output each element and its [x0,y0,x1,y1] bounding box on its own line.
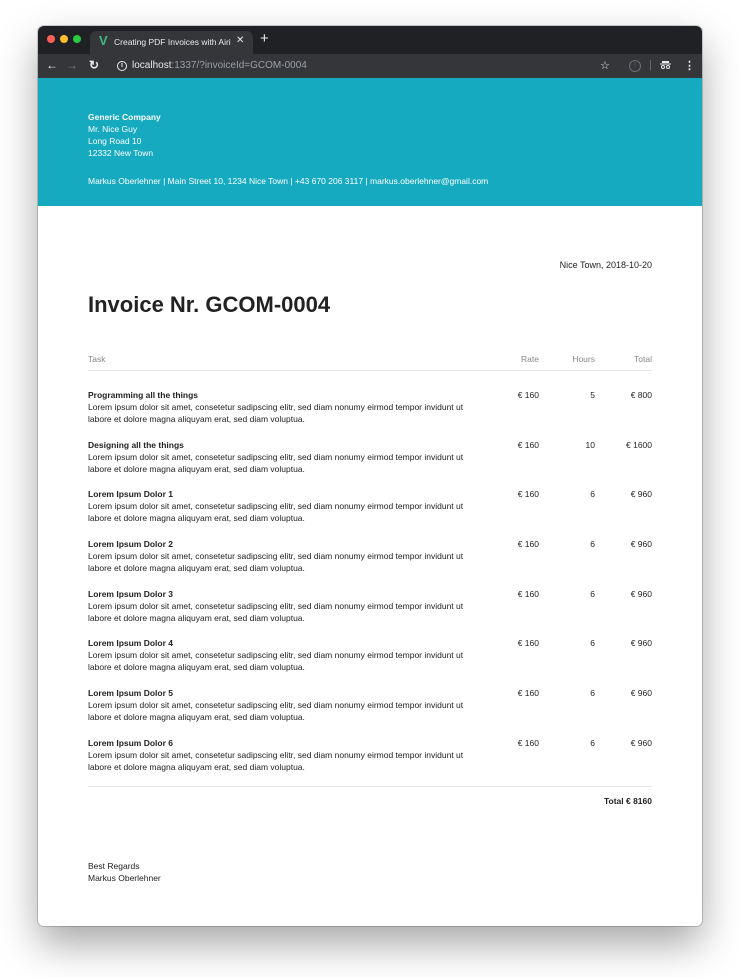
city: 12332 New Town [88,148,154,158]
column-rate: Rate [521,354,539,364]
table-row [88,637,652,687]
table-row [88,538,652,588]
extension-icon[interactable]: ! [629,60,641,72]
table-row [88,687,652,737]
item-hours: 6 [590,688,595,699]
item-hours: 6 [590,539,595,550]
item-description: Lorem ipsum dolor sit amet, consetetur sadipscing elitr, sed diam nonumy eirmod tempor invidunt ut labore et dolore magna aliquyam erat, sed diam voluptua. [88,551,464,574]
item-rate: € 160 [517,390,539,400]
toolbar-divider: | [649,59,652,71]
browser-window [38,26,702,926]
item-title: Lorem Ipsum Dolor 3 [88,588,174,599]
item-hours: 6 [590,489,595,500]
item-rate: € 160 [517,539,539,550]
invoice-page [38,78,702,926]
recipient-address [88,111,161,159]
forward-icon[interactable]: → [66,58,78,72]
item-description: Lorem ipsum dolor sit amet, consetetur sadipscing elitr, sed diam nonumy eirmod tempor invidunt ut labore et dolore magna aliquyam erat, sed diam voluptua. [88,501,464,524]
url-host: localhost [132,60,172,71]
item-rate: € 160 [517,439,539,450]
star-icon[interactable]: ☆ [600,60,610,72]
item-hours: 6 [590,737,595,748]
item-title: Programming all the things [88,390,199,400]
invoice-header [38,78,702,206]
invoice-items [88,389,652,787]
closing-text: Best Regards [88,861,140,871]
column-hours: Hours [572,354,595,364]
invoice-total: Total € 8160 [603,796,652,806]
tab-bar [38,26,702,54]
tab-title: Creating PDF Invoices with Airi [114,37,231,47]
new-tab-button[interactable]: + [260,30,269,47]
item-total: € 960 [630,688,652,699]
street: Long Road 10 [88,136,142,146]
item-description: Lorem ipsum dolor sit amet, consetetur sadipscing elitr, sed diam nonumy eirmod tempor invidunt ut labore et dolore magna aliquyam erat, sed diam voluptua. [88,749,464,772]
item-rate: € 160 [517,638,539,649]
item-total: € 960 [630,737,652,748]
item-hours: 6 [590,638,595,649]
maximize-window-button[interactable] [73,35,81,43]
item-title: Designing all the things [88,439,184,450]
item-description: Lorem ipsum dolor sit amet, consetetur sadipscing elitr, sed diam nonumy eirmod tempor invidunt ut labore et dolore magna aliquyam erat, sed diam voluptua. [88,402,464,424]
item-description: Lorem ipsum dolor sit amet, consetetur sadipscing elitr, sed diam nonumy eirmod tempor invidunt ut labore et dolore magna aliquyam erat, sed diam voluptua. [88,600,464,623]
url-path: :1337/?invoiceId=GCOM-0004 [171,60,307,71]
reload-icon[interactable]: ↻ [89,58,100,72]
item-total: € 960 [630,588,652,599]
invoice-title: Invoice Nr. GCOM-0004 [88,292,331,317]
column-total: Total [634,354,652,364]
incognito-icon[interactable] [660,59,671,75]
table-row [88,439,652,489]
item-rate: € 160 [517,489,539,500]
closing [88,860,161,884]
minimize-window-button[interactable] [60,35,68,43]
item-total: € 960 [630,638,652,649]
menu-icon[interactable]: ⋮ [684,60,695,72]
item-hours: 5 [590,390,595,400]
back-icon[interactable]: ← [46,58,58,72]
item-description: Lorem ipsum dolor sit amet, consetetur sadipscing elitr, sed diam nonumy eirmod tempor invidunt ut labore et dolore magna aliquyam erat, sed diam voluptua. [88,650,464,673]
item-title: Lorem Ipsum Dolor 6 [88,737,174,748]
signature-name: Markus Oberlehner [88,873,161,883]
close-window-button[interactable] [47,35,55,43]
table-row [88,488,652,538]
item-total: € 960 [630,539,652,550]
item-rate: € 160 [517,737,539,748]
item-title: Lorem Ipsum Dolor 2 [88,539,174,550]
tab-close-icon[interactable]: ✕ [236,35,245,46]
table-row [88,737,652,787]
item-title: Lorem Ipsum Dolor 5 [88,688,174,699]
item-hours: 10 [585,439,595,450]
contact-person: Mr. Nice Guy [88,124,138,134]
address-bar[interactable] [132,60,307,71]
item-description: Lorem ipsum dolor sit amet, consetetur sadipscing elitr, sed diam nonumy eirmod tempor invidunt ut labore et dolore magna aliquyam erat, sed diam voluptua. [88,700,464,723]
item-total: € 800 [630,390,652,400]
item-rate: € 160 [517,588,539,599]
table-row [88,588,652,638]
item-total: € 1600 [626,439,652,450]
item-hours: 6 [590,588,595,599]
company-name: Generic Company [88,112,161,122]
column-task: Task [88,354,106,364]
sender-contact: Markus Oberlehner | Main Street 10, 1234 Nice Town | +43 670 206 3117 | markus.oberlehner@gmail.com [88,176,489,186]
browser-toolbar [38,54,702,78]
table-row [88,389,652,439]
item-total: € 960 [630,489,652,500]
table-header [88,354,652,371]
browser-tab[interactable] [90,31,253,54]
item-rate: € 160 [517,688,539,699]
item-title: Lorem Ipsum Dolor 4 [88,638,174,649]
info-icon[interactable]: i [117,61,127,71]
vue-favicon-icon: V [99,33,108,48]
item-title: Lorem Ipsum Dolor 1 [88,489,174,500]
place-date: Nice Town, 2018-10-20 [559,260,652,270]
item-description: Lorem ipsum dolor sit amet, consetetur sadipscing elitr, sed diam nonumy eirmod tempor invidunt ut labore et dolore magna aliquyam erat, sed diam voluptua. [88,451,464,474]
total-divider [88,786,652,787]
